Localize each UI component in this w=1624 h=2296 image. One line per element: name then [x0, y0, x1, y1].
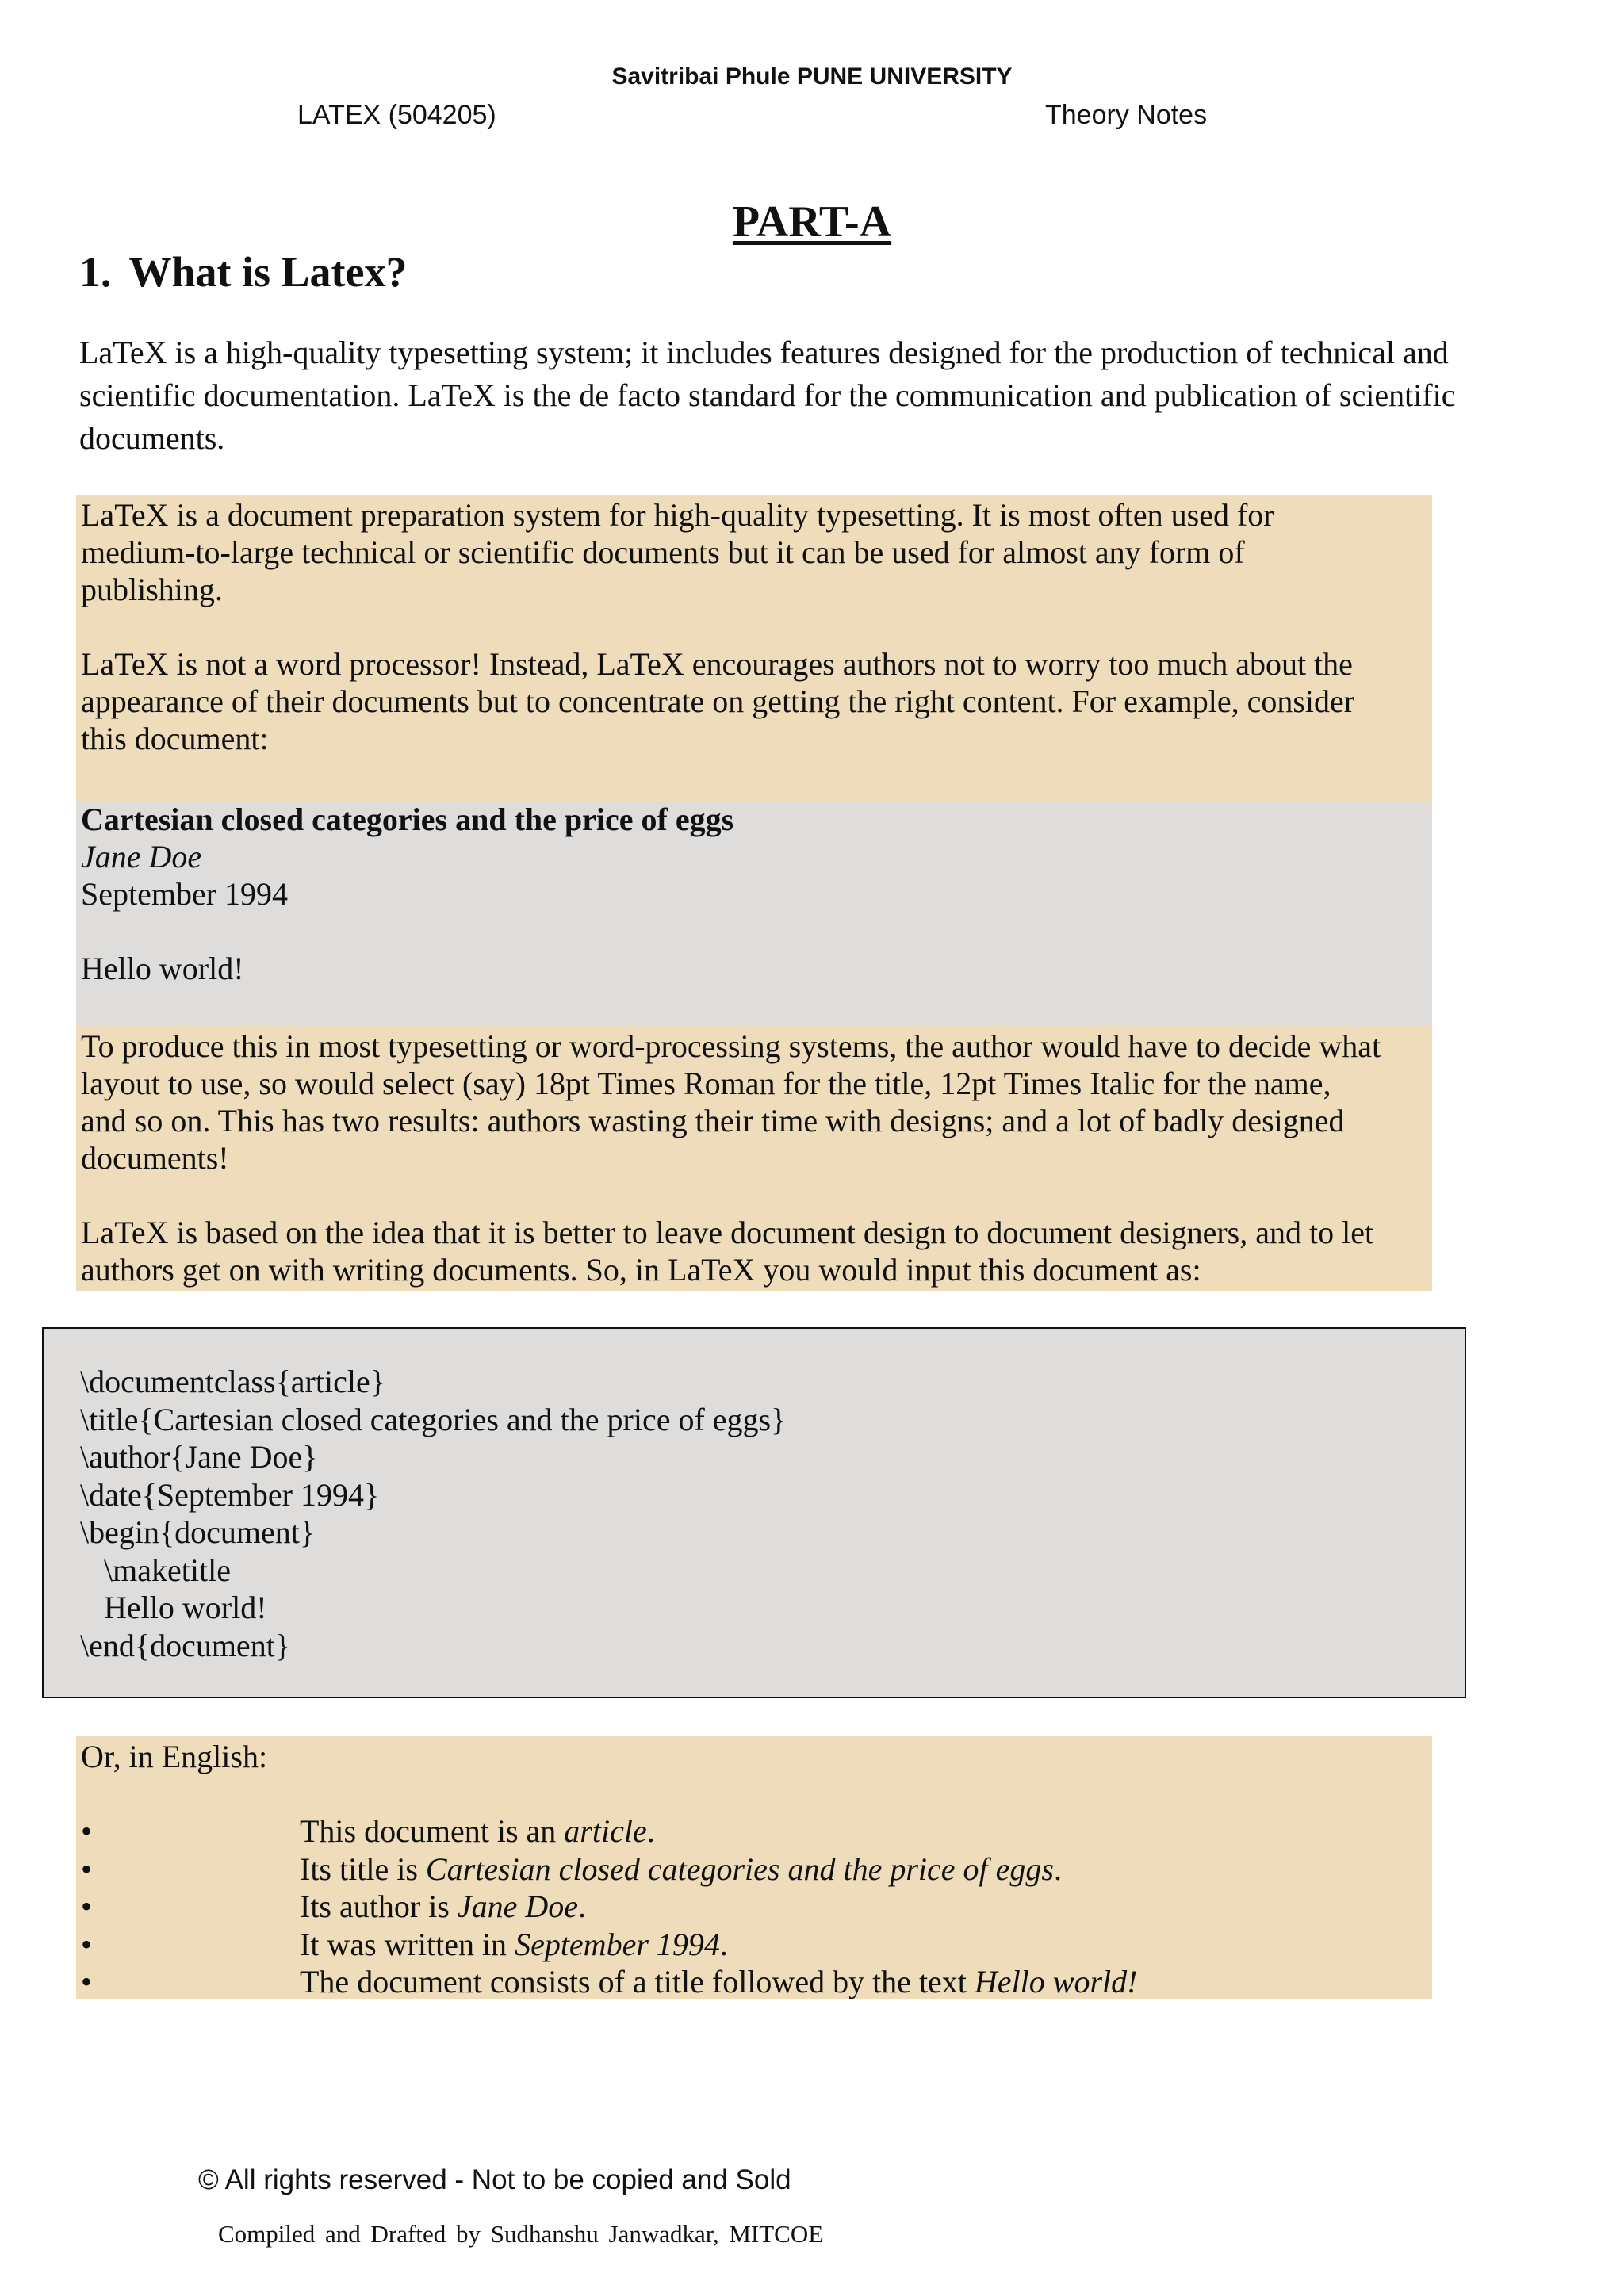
explanation-paragraph-2: LaTeX is based on the idea that it is better to leave document design to document designers, and to let authors get on with writing documents. So, in LaTeX you would input this document as:	[81, 1215, 1374, 1288]
list-item: • Its author is Jane Doe.	[81, 1888, 587, 1924]
explanation-block	[76, 1026, 1432, 1291]
description-paragraph-1: LaTeX is a document preparation system for high-quality typesetting. It is most often used for medium-to-large technical or scientific documents but it can be used for almost any form of publishing.	[81, 497, 1274, 607]
author-credit: Compiled and Drafted by Sudhanshu Janwadkar, MITCOE	[218, 2220, 824, 2248]
section-heading	[79, 247, 408, 297]
bullet-icon: •	[81, 1813, 93, 1849]
list-item: • It was written in September 1994.	[81, 1926, 728, 1962]
example-document	[76, 801, 1432, 1026]
summary-list	[81, 1812, 1432, 2001]
description-block	[76, 495, 1432, 801]
code-line: \maketitle	[80, 1552, 231, 1588]
intro-paragraph: LaTeX is a high-quality typesetting system; it includes features designed for the production of technical and scientific documentation. LaTeX is the de facto standard for the communication and publication of scientific documents.	[79, 335, 1456, 456]
part-heading: PART-A	[732, 197, 892, 247]
bullet-icon: •	[81, 1926, 93, 1962]
english-summary	[76, 1736, 1432, 1999]
code-line: \begin{document}	[80, 1514, 316, 1550]
english-intro: Or, in English:	[81, 1739, 268, 1774]
code-line: \end{document}	[80, 1627, 290, 1663]
example-date: September 1994	[81, 876, 289, 912]
bullet-icon: •	[81, 1964, 93, 1999]
section-number: 1.	[79, 248, 112, 296]
code-line: Hello world!	[80, 1590, 267, 1625]
notes-type: Theory Notes	[1045, 100, 1208, 130]
latex-code-box	[42, 1327, 1466, 1698]
section-title: What is Latex?	[128, 248, 408, 296]
code-line: \title{Cartesian closed categories and the price of eggs}	[80, 1401, 787, 1437]
bullet-icon: •	[81, 1850, 93, 1887]
bullet-icon: •	[81, 1888, 93, 1924]
description-paragraph-2: LaTeX is not a word processor! Instead, LaTeX encourages authors not to worry too much about the appearance of their documents but to concentrate on getting the right content. For example, consider this document:	[81, 646, 1355, 756]
code-line: \author{Jane Doe}	[80, 1439, 318, 1475]
code-line: \documentclass{article}	[80, 1364, 385, 1399]
example-author: Jane Doe	[81, 839, 202, 874]
course-code: LATEX (504205)	[297, 100, 496, 130]
example-title: Cartesian closed categories and the price of eggs	[81, 802, 734, 837]
university-name: Savitribai Phule PUNE UNIVERSITY	[611, 63, 1013, 90]
list-item: • Its title is Cartesian closed categories and the price of eggs.	[81, 1850, 1062, 1887]
list-item: • The document consists of a title followed by the text Hello world!	[81, 1964, 1138, 1999]
code-line: \date{September 1994}	[80, 1476, 380, 1513]
list-item: • This document is an article.	[81, 1813, 655, 1849]
copyright-notice: © All rights reserved - Not to be copied and Sold	[198, 2164, 791, 2195]
explanation-paragraph-1: To produce this in most typesetting or word-processing systems, the author would have to decide what layout to use, so would select (say) 18pt Times Roman for the title, 12pt Times Italic for the name, and so on. This has two results: authors wasting their time with designs; and a lot of badly designed documents!	[81, 1028, 1381, 1176]
example-body: Hello world!	[81, 951, 244, 986]
